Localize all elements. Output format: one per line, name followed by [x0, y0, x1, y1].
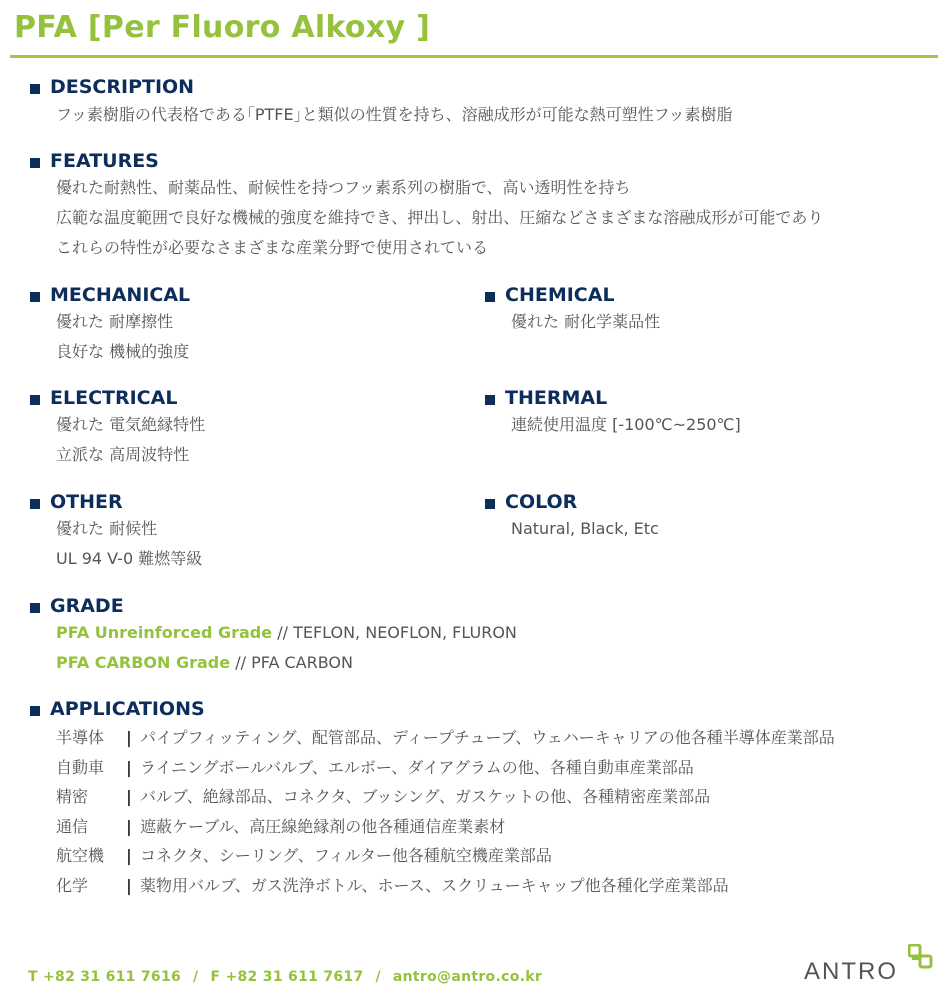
grade-name: PFA Unreinforced Grade — [56, 623, 273, 642]
grade-name: PFA CARBON Grade — [56, 653, 231, 672]
application-category: 半導体 — [56, 728, 105, 747]
electrical-heading — [30, 386, 205, 410]
grade-section — [30, 594, 517, 678]
features-line: これらの特性が必要なさまざまな産業分野で使用されている — [56, 238, 489, 257]
grade-detail: // TEFLON, NEOFLON, FLURON — [272, 623, 517, 642]
chemical-heading-text: CHEMICAL — [505, 284, 615, 306]
application-detail: パイプフィッティング、配管部品、ディープチューブ、ウェハーキャリアの他各種半導体産業部品 — [140, 728, 835, 747]
color-line: Natural, Black, Etc — [511, 519, 659, 538]
thermal-section — [485, 386, 741, 440]
square-bullet-icon — [30, 706, 40, 716]
color-heading-text: COLOR — [505, 491, 578, 513]
square-bullet-icon — [30, 292, 40, 302]
contact-footer — [28, 969, 542, 985]
features-line: 広範な温度範囲で良好な機械的強度を維持でき、押出し、射出、圧縮などさまざまな溶融成形が可能であり — [56, 208, 824, 227]
description-section — [30, 75, 733, 130]
footer-separator: / — [375, 969, 381, 985]
other-heading — [30, 490, 202, 514]
application-category: 化学 — [56, 875, 89, 895]
application-category: 航空機 — [56, 846, 105, 865]
features-line: 優れた耐熱性、耐薬品性、耐候性を持つフッ素系列の樹脂で、高い透明性を持ち — [56, 178, 631, 197]
application-category: 通信 — [56, 816, 89, 836]
other-line: 優れた 耐候性 — [56, 519, 158, 538]
application-row — [30, 871, 835, 901]
fax-number: F +82 31 611 7617 — [210, 969, 364, 985]
chemical-section — [485, 283, 660, 337]
application-category: 自動車 — [56, 757, 105, 777]
square-bullet-icon — [485, 499, 495, 509]
mechanical-heading — [30, 283, 190, 307]
square-bullet-icon — [30, 603, 40, 613]
description-heading — [30, 75, 733, 99]
grade-item — [30, 618, 517, 648]
application-detail: バルブ、絶縁部品、コネクタ、ブッシング、ガスケットの他、各種精密産業部品 — [140, 787, 711, 806]
electrical-section — [30, 386, 205, 470]
other-section — [30, 490, 202, 574]
chemical-line: 優れた 耐化学薬品性 — [511, 312, 661, 331]
square-bullet-icon — [30, 84, 40, 94]
mechanical-line: 優れた 耐摩擦性 — [56, 312, 174, 331]
applications-heading — [30, 697, 835, 721]
other-heading-text: OTHER — [50, 491, 123, 513]
application-separator: | — [126, 875, 132, 895]
application-row — [30, 782, 835, 812]
logo-mark-icon — [908, 944, 934, 974]
application-row — [30, 812, 835, 842]
electrical-line: 立派な 高周波特性 — [56, 445, 190, 464]
applications-section — [30, 697, 835, 900]
application-detail: ライニングボールバルブ、エルボー、ダイアグラムの他、各種自動車産業部品 — [140, 757, 694, 777]
features-section — [30, 149, 823, 263]
color-section — [485, 490, 659, 544]
grade-heading — [30, 594, 517, 618]
electrical-heading-text: ELECTRICAL — [50, 387, 178, 409]
features-heading — [30, 149, 823, 173]
email-link[interactable]: antro@antro.co.kr — [392, 969, 543, 985]
other-line: UL 94 V-0 難燃等級 — [56, 549, 203, 568]
application-detail: コネクタ、シーリング、フィルター他各種航空機産業部品 — [140, 846, 552, 865]
logo-text: ANTRO — [804, 958, 898, 985]
grade-detail: // PFA CARBON — [230, 653, 353, 672]
application-row — [30, 753, 835, 783]
grade-heading-text: GRADE — [50, 595, 124, 617]
applications-heading-text: APPLICATIONS — [50, 698, 205, 720]
description-line: フッ素樹脂の代表格である｢PTFE｣と類似の性質を持ち、溶融成形が可能な熱可塑性フッ素樹脂 — [56, 105, 733, 124]
application-row — [30, 723, 835, 753]
mechanical-line: 良好な 機械的強度 — [56, 342, 190, 361]
mechanical-section — [30, 283, 190, 367]
application-separator: | — [126, 728, 132, 747]
footer-separator: / — [193, 969, 199, 985]
features-heading-text: FEATURES — [50, 150, 159, 172]
application-detail: 薬物用バルブ、ガス洗浄ボトル、ホース、スクリューキャップ他各種化学産業部品 — [140, 875, 729, 895]
mechanical-heading-text: MECHANICAL — [50, 284, 191, 306]
electrical-line: 優れた 電気絶縁特性 — [56, 415, 206, 434]
square-bullet-icon — [485, 292, 495, 302]
thermal-heading-text: THERMAL — [505, 387, 608, 409]
chemical-heading — [485, 283, 660, 307]
application-detail: 遮蔽ケーブル、高圧線絶縁剤の他各種通信産業素材 — [140, 816, 506, 836]
square-bullet-icon — [485, 395, 495, 405]
square-bullet-icon — [30, 395, 40, 405]
title-divider — [10, 55, 938, 58]
page-title: PFA [Per Fluoro Alkoxy ] — [14, 10, 431, 45]
color-heading — [485, 490, 659, 514]
antro-logo — [804, 944, 934, 986]
grade-item — [30, 648, 517, 678]
thermal-heading — [485, 386, 741, 410]
application-separator: | — [126, 816, 132, 836]
square-bullet-icon — [30, 499, 40, 509]
square-bullet-icon — [30, 158, 40, 168]
application-separator: | — [126, 846, 132, 865]
description-heading-text: DESCRIPTION — [50, 76, 195, 98]
phone-number: T +82 31 611 7616 — [28, 969, 182, 985]
application-category: 精密 — [56, 787, 89, 806]
application-row — [30, 841, 835, 871]
application-separator: | — [126, 787, 132, 806]
thermal-line: 連続使用温度 [-100℃~250℃] — [511, 415, 741, 434]
application-separator: | — [126, 757, 132, 777]
